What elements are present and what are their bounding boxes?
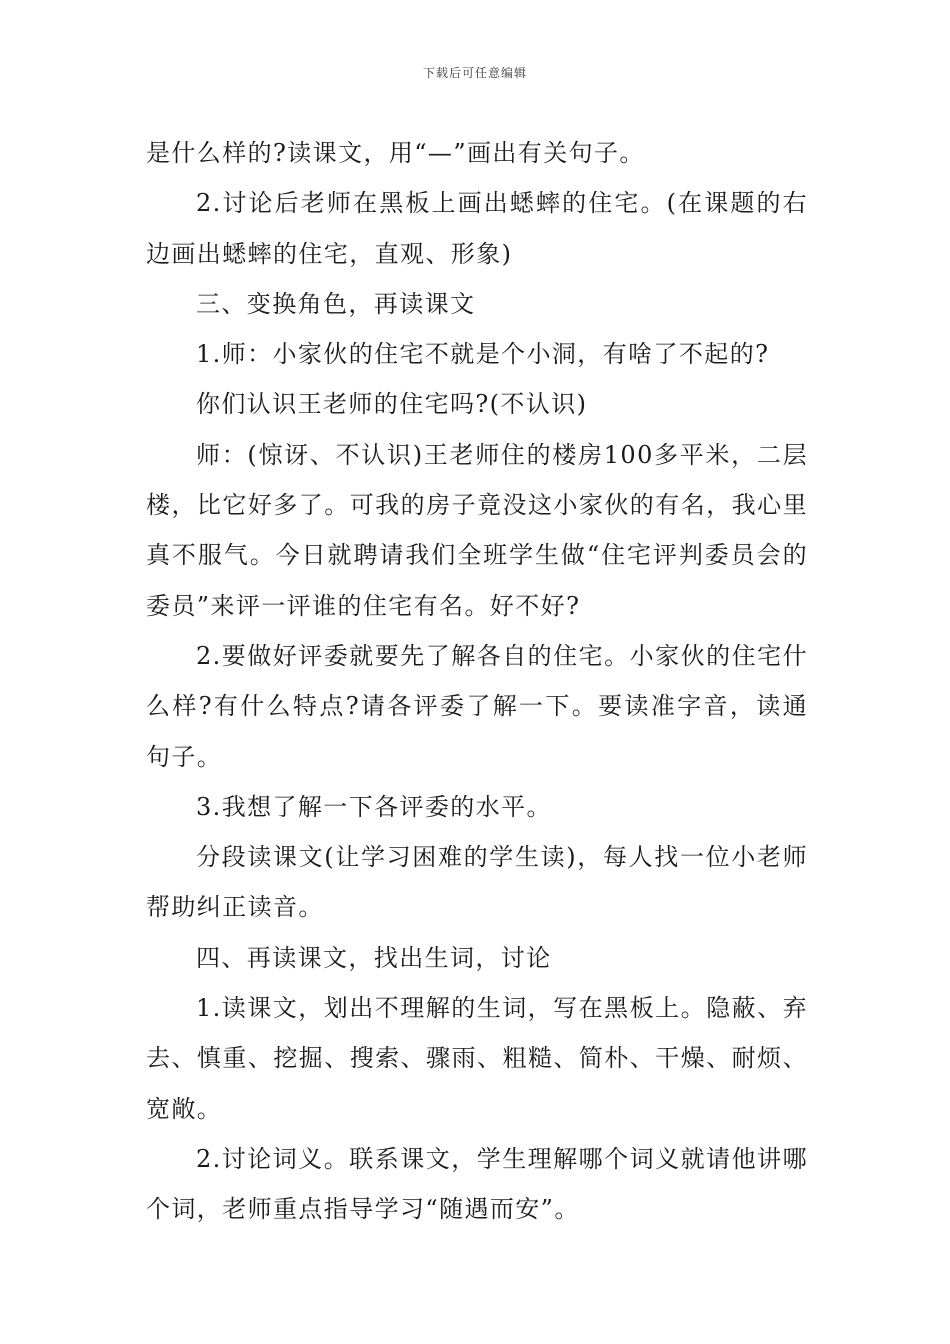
paragraph: 2.讨论词义。联系课文，学生理解哪个词义就请他讲哪个词，老师重点指导学习“随遇而安”。 (146, 1144, 808, 1224)
paragraph: 师：(惊讶、不认识)王老师住的楼房100多平米，二层楼，比它好多了。可我的房子竟没这小家伙的有名，我心里真不服气。今日就聘请我们全班学生做“住宅评判委员会的委员”来评一评谁的住宅有名。好不好? (146, 440, 808, 620)
paragraph: 你们认识王老师的住宅吗?(不认识) (196, 390, 588, 419)
document-body (146, 128, 808, 1235)
header-note: 下载后可任意编辑 (422, 66, 527, 80)
paragraph: 是什么样的?读课文，用“—”画出有关句子。 (146, 139, 645, 167)
paragraph: 3.我想了解一下各评委的水平。 (196, 792, 552, 821)
section-heading: 三、变换角色，再读课文 (196, 289, 476, 318)
paragraph: 2.要做好评委就要先了解各自的住宅。小家伙的住宅什么样?有什么特点?请各评委了解一下。要读准字音，读通句子。 (146, 641, 808, 771)
paragraph: 1.师：小家伙的住宅不就是个小洞，有啥了不起的? (196, 340, 770, 369)
paragraph: 2.讨论后老师在黑板上画出蟋蟀的住宅。(在课题的右边画出蟋蟀的住宅，直观、形象) (146, 189, 808, 268)
paragraph: 1.读课文，划出不理解的生词，写在黑板上。隐蔽、弃去、慎重、挖掘、搜索、骤雨、粗糙、简朴、干燥、耐烦、宽敞。 (146, 994, 808, 1123)
paragraph: 分段读课文(让学习困难的学生读)，每人找一位小老师帮助纠正读音。 (146, 843, 808, 922)
section-heading: 四、再读课文，找出生词，讨论 (196, 943, 552, 972)
